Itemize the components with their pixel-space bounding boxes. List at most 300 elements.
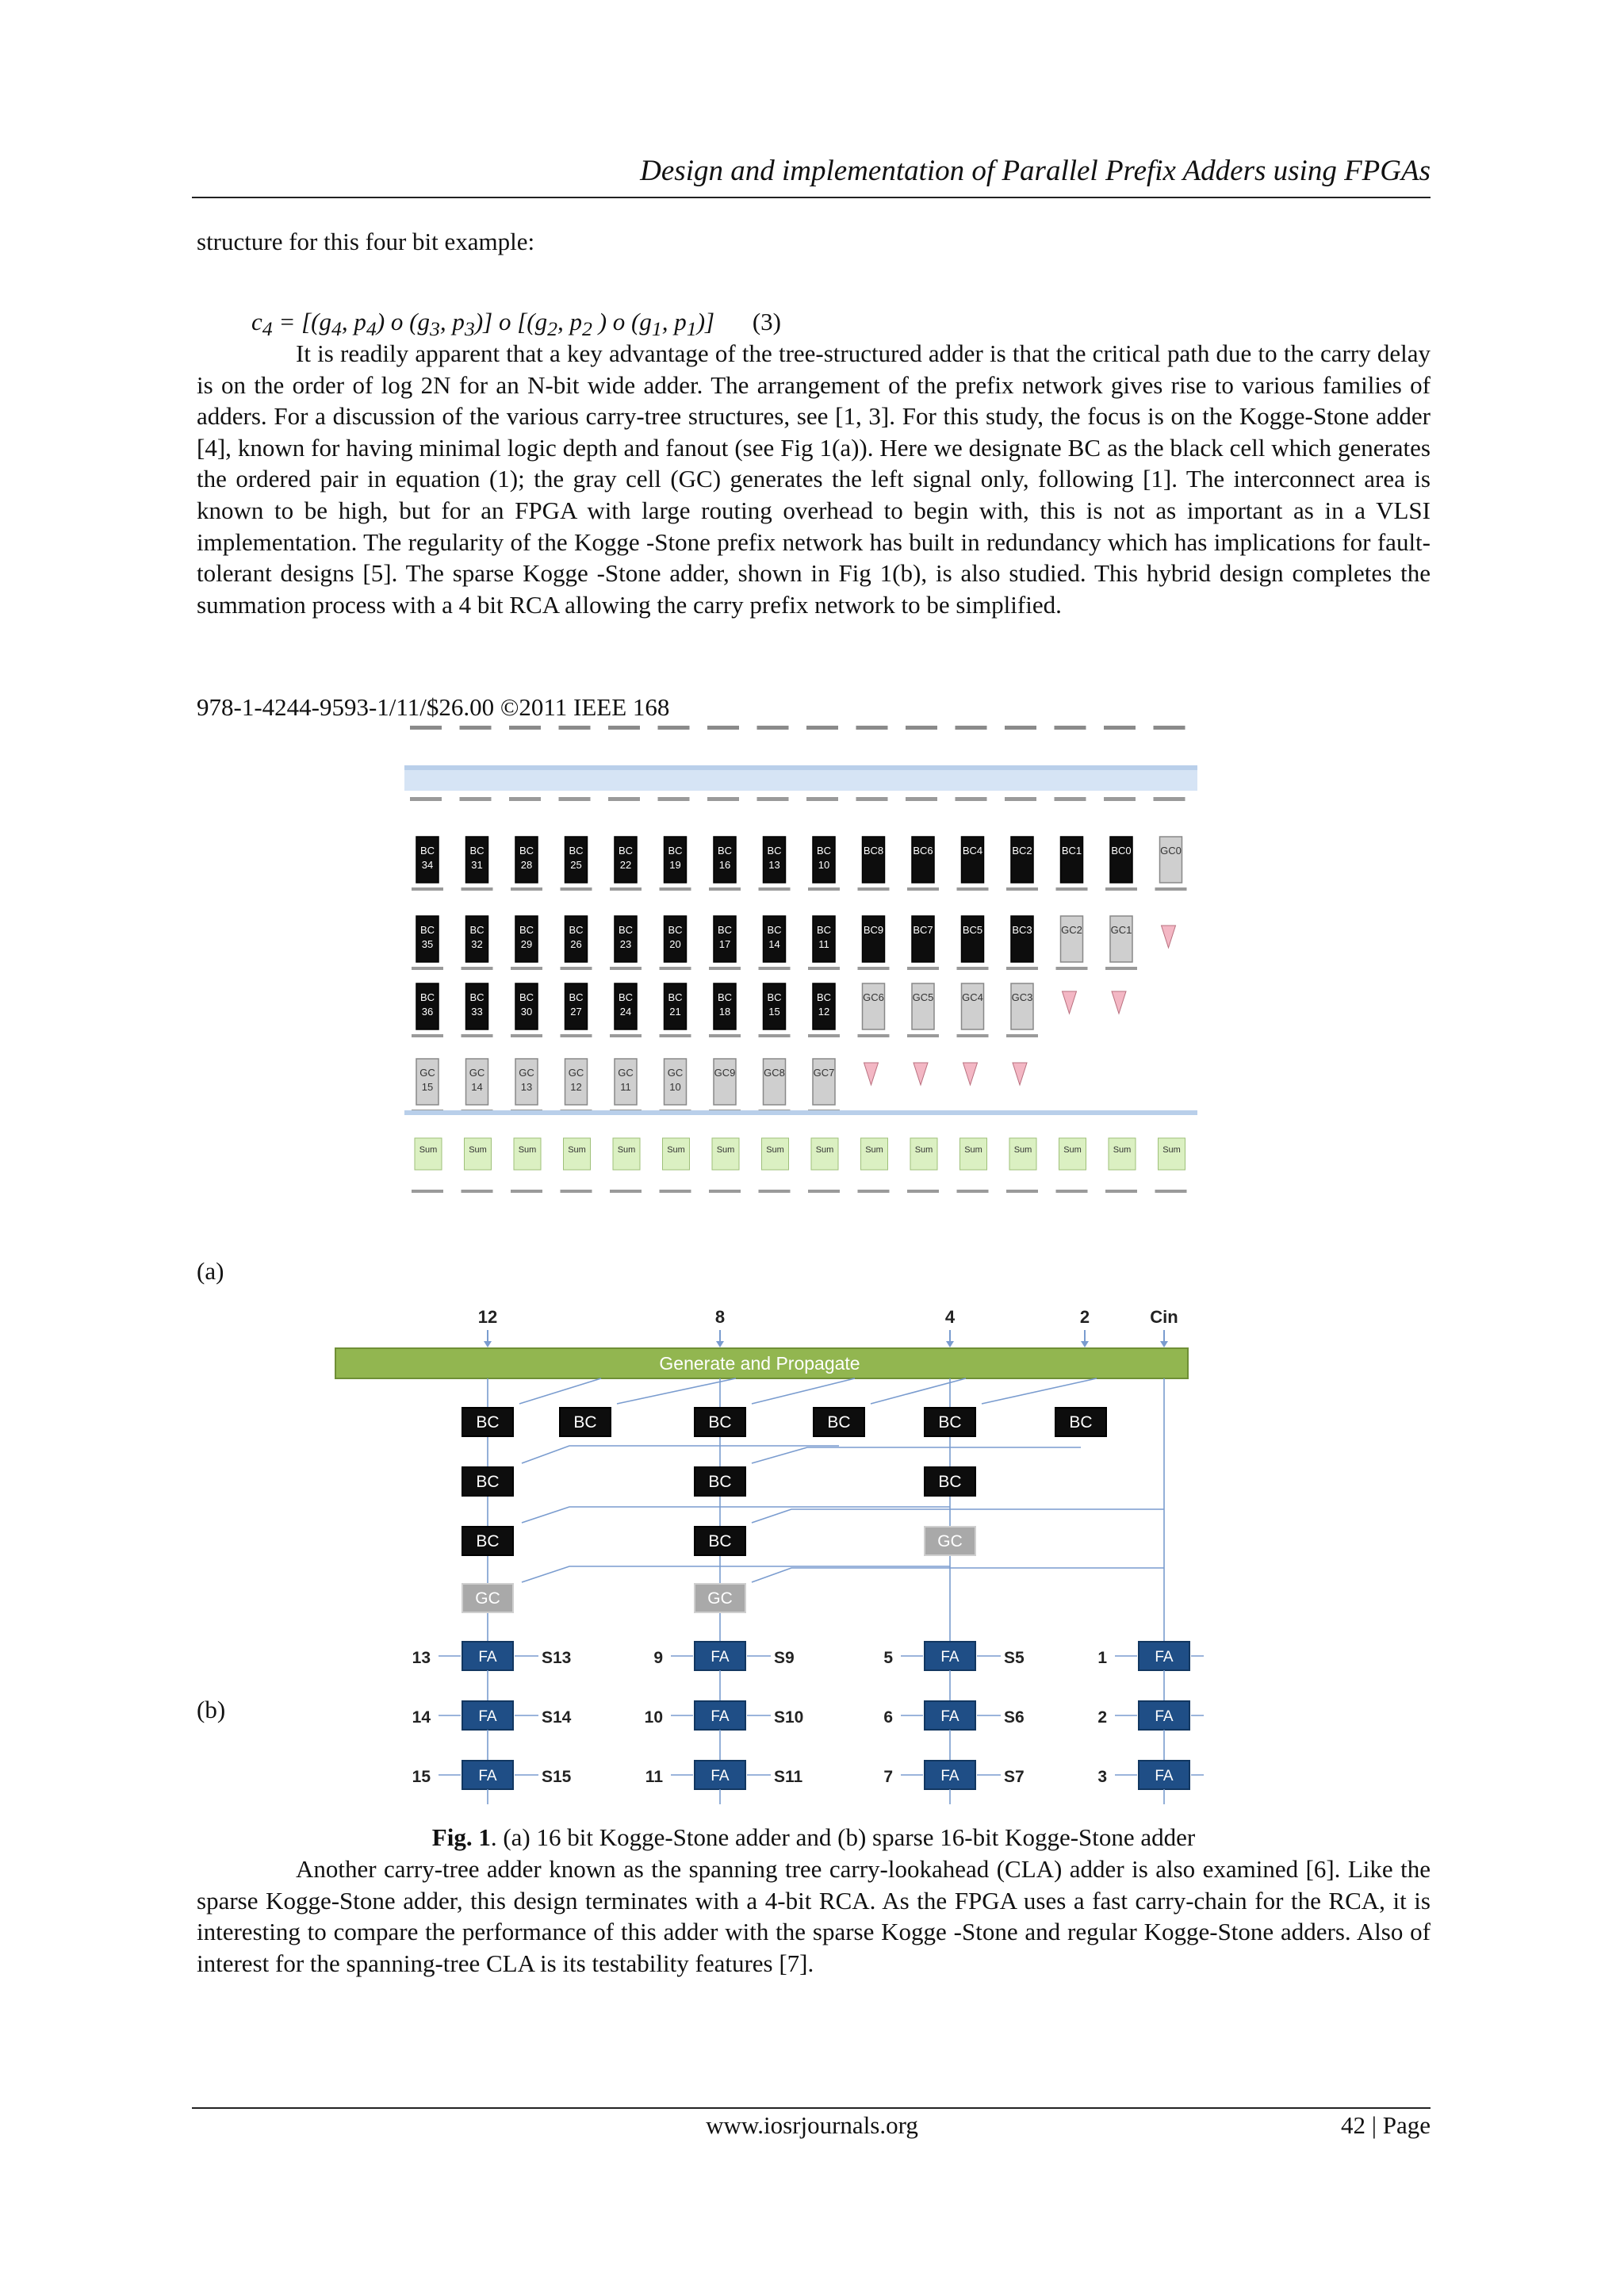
gray-cell <box>714 1059 736 1105</box>
scan-noise <box>412 1034 443 1037</box>
black-cell <box>863 916 885 962</box>
full-adder-label: FA <box>1155 1768 1174 1784</box>
cell-label: BC <box>668 924 683 936</box>
cell-label: BC <box>717 924 733 936</box>
buffer-triangle <box>1063 991 1077 1014</box>
gray-cell-label: GC <box>475 1589 500 1608</box>
black-cell-label: BC <box>708 1473 732 1491</box>
scan-noise <box>856 797 888 801</box>
cell-label: 31 <box>471 859 483 871</box>
cell-label: BC <box>569 991 584 1003</box>
input-bar-edge <box>404 765 1197 770</box>
eq-seg: )] <box>696 308 715 335</box>
fa-input-label: 13 <box>412 1649 431 1667</box>
fa-input-label: 11 <box>645 1768 663 1786</box>
scan-noise <box>610 1034 642 1037</box>
scan-noise <box>709 887 741 891</box>
scan-noise <box>660 1034 691 1037</box>
scan-noise <box>759 967 791 970</box>
cell-label: BC <box>816 924 832 936</box>
scan-noise <box>462 887 493 891</box>
input-arrowhead <box>1160 1341 1168 1347</box>
sum-cell-label: Sum <box>518 1145 537 1155</box>
scan-noise <box>858 887 890 891</box>
wire <box>752 1378 855 1404</box>
scan-noise <box>957 967 989 970</box>
scan-noise <box>808 1190 840 1193</box>
scan-noise <box>956 797 987 801</box>
cell-label: 12 <box>818 1006 830 1018</box>
scan-noise <box>561 887 592 891</box>
scan-noise <box>957 1190 989 1193</box>
scan-noise <box>858 967 890 970</box>
black-cell-label: BC <box>476 1532 500 1550</box>
cell-label: 10 <box>818 859 830 871</box>
input-label: 4 <box>944 1307 956 1327</box>
cell-label: BC <box>419 991 435 1003</box>
black-cell-label: BC <box>938 1473 962 1491</box>
cell-label: BC <box>419 845 435 857</box>
cell-label: BC0 <box>1111 845 1132 857</box>
cell-label: 21 <box>669 1006 681 1018</box>
cell-label: 25 <box>570 859 582 871</box>
scan-noise <box>759 1190 791 1193</box>
scan-noise <box>1155 1190 1187 1193</box>
cell-label: BC <box>816 845 832 857</box>
cell-label: BC <box>519 991 534 1003</box>
wire <box>752 1447 1081 1463</box>
cell-label: BC3 <box>1012 924 1032 936</box>
figure-caption <box>197 1822 1431 1853</box>
cell-label: BC <box>668 845 683 857</box>
black-cell-label: BC <box>573 1413 597 1432</box>
scan-noise <box>610 1190 642 1193</box>
scan-noise <box>559 797 591 801</box>
cell-label: 27 <box>570 1006 582 1018</box>
cell-label: BC8 <box>863 845 884 857</box>
scan-noise <box>808 887 840 891</box>
scan-noise <box>707 797 739 801</box>
figure-1a-label: (a) <box>197 1257 224 1285</box>
input-arrowhead <box>716 1341 724 1347</box>
scan-noise <box>1105 967 1137 970</box>
scan-noise <box>1105 887 1137 891</box>
intro-line: structure for this four bit example: <box>197 228 535 255</box>
fa-input-label: 5 <box>883 1649 893 1667</box>
gray-cell <box>1110 916 1132 962</box>
fa-sum-label: S5 <box>1004 1649 1025 1667</box>
cell-label: 11 <box>620 1081 631 1093</box>
wire <box>522 1566 950 1582</box>
cell-label: BC <box>668 991 683 1003</box>
scan-noise <box>858 1190 890 1193</box>
scan-noise <box>806 726 838 730</box>
scan-noise <box>709 1190 741 1193</box>
running-header: Design and implementation of Parallel Prefix Adders using FPGAs <box>640 155 1431 187</box>
cell-label: 17 <box>718 938 731 950</box>
sum-cell-label: Sum <box>766 1145 784 1155</box>
cell-label: 18 <box>718 1006 731 1018</box>
cell-label: BC <box>469 991 485 1003</box>
cell-label: GC9 <box>714 1067 736 1079</box>
cell-label: 11 <box>818 938 829 950</box>
wire <box>982 1378 1097 1404</box>
black-cell <box>912 916 934 962</box>
scan-noise <box>1006 967 1038 970</box>
buffer-triangle <box>963 1063 978 1085</box>
scan-noise <box>1105 1190 1137 1193</box>
scan-noise <box>412 967 443 970</box>
fa-sum-label: S11 <box>774 1768 803 1786</box>
fa-input-label: 15 <box>412 1768 431 1786</box>
cell-label: 19 <box>669 859 681 871</box>
scan-noise <box>757 726 789 730</box>
scan-noise <box>1055 797 1086 801</box>
cell-label: BC6 <box>913 845 933 857</box>
scan-noise <box>460 726 492 730</box>
black-cell-label: BC <box>827 1413 851 1432</box>
scan-noise <box>1055 726 1086 730</box>
black-cell-label: BC <box>476 1473 500 1491</box>
cell-label: BC <box>569 924 584 936</box>
scan-noise <box>1104 726 1136 730</box>
cell-label: 30 <box>520 1006 533 1018</box>
scan-noise <box>412 1190 443 1193</box>
buffer-triangle <box>914 1063 928 1085</box>
scan-noise <box>658 726 690 730</box>
scan-noise <box>1006 887 1038 891</box>
paragraph-2: Another carry-tree adder known as the spanning tree carry-lookahead (CLA) adder is also examined [6]. Like the sparse Kogge-Stone adder, this design terminates with a 4-bit RCA. As the FPGA uses a fast carry-chain for the RCA, it is interesting to compare the performance of this adder with the sparse Kogge -Stone and regular Kogge-Stone adders. Also of interest for the spanning-tree CLA is its testability features [7]. <box>197 1855 1431 1977</box>
scan-noise <box>561 967 592 970</box>
scan-noise <box>1006 1190 1038 1193</box>
full-adder-label: FA <box>478 1768 497 1784</box>
cell-label: GC0 <box>1160 845 1182 857</box>
buffer-triangle <box>1013 1063 1027 1085</box>
cell-label: 23 <box>619 938 632 950</box>
cell-label: 15 <box>421 1081 434 1093</box>
scan-noise <box>956 726 987 730</box>
caption-text: . (a) 16 bit Kogge-Stone adder and (b) sparse 16-bit Kogge-Stone adder <box>490 1823 1196 1851</box>
gray-cell <box>1061 916 1083 962</box>
cell-label: BC <box>618 845 634 857</box>
sum-cell-label: Sum <box>419 1145 438 1155</box>
cell-label: 28 <box>520 859 533 871</box>
cell-label: BC <box>717 991 733 1003</box>
cell-label: BC <box>469 924 485 936</box>
eq-sub: 4 <box>366 317 377 341</box>
fa-input-label: 10 <box>644 1708 663 1727</box>
fa-input-label: 1 <box>1097 1649 1107 1667</box>
gray-cell <box>912 983 934 1029</box>
eq-sub: 1 <box>686 317 697 341</box>
black-cell-label: BC <box>476 1413 500 1432</box>
scan-noise <box>907 1034 939 1037</box>
gray-cell <box>962 983 984 1029</box>
eq-seg: , p <box>557 308 583 335</box>
cell-label: 22 <box>619 859 632 871</box>
cell-label: BC <box>519 924 534 936</box>
scan-noise <box>906 797 937 801</box>
black-cell <box>962 837 984 883</box>
cell-label: BC5 <box>962 924 983 936</box>
black-cell <box>1110 837 1132 883</box>
cell-label: GC7 <box>813 1067 835 1079</box>
scan-noise <box>608 797 640 801</box>
sum-cell-label: Sum <box>1013 1145 1032 1155</box>
scan-noise <box>907 887 939 891</box>
scan-noise <box>410 726 442 730</box>
input-label: 2 <box>1079 1307 1090 1327</box>
cell-label: 35 <box>421 938 434 950</box>
black-cell-label: BC <box>938 1413 962 1432</box>
sum-cell-label: Sum <box>1162 1145 1181 1155</box>
fa-input-label: 7 <box>883 1768 893 1786</box>
footer-rule <box>192 2107 1431 2109</box>
cell-label: GC2 <box>1061 924 1082 936</box>
eq-sub: 4 <box>262 317 273 341</box>
cell-label: GC8 <box>764 1067 785 1079</box>
sum-cell-label: Sum <box>716 1145 735 1155</box>
scan-noise <box>608 726 640 730</box>
cell-label: GC3 <box>1011 991 1033 1003</box>
eq-seg: = [(g <box>272 308 331 335</box>
sum-cell-label: Sum <box>964 1145 982 1155</box>
black-cell <box>962 916 984 962</box>
wire <box>522 1446 839 1463</box>
scan-noise <box>410 797 442 801</box>
paragraph-1: It is readily apparent that a key advantage of the tree-structured adder is that the critical path due to the carry delay is on the order of log 2N for an N-bit wide adder. The arrangement of the prefix network gives rise to various families of adders. For a discussion of the various carry-tree structures, see [1, 3]. For this study, the focus is on the Kogge-Stone adder [4], known for having minimal logic depth and fanout (see Fig 1(a)). Here we designate BC as the black cell which generates the ordered pair in equation (1); the gray cell (GC) generates the left signal only, following [1]. The interconnect area is known to be high, but for an FPGA with large routing overhead to begin with, this is not as important as in a VLSI implementation. The regularity of the Kogge -Stone prefix network has built in redundancy which has implications for fault-tolerant designs [5]. The sparse Kogge -Stone adder, shown in Fig 1(b), is also studied. This hybrid design completes the summation process with a 4 bit RCA allowing the carry prefix network to be simplified. <box>197 339 1431 619</box>
scan-noise <box>511 1190 542 1193</box>
scan-noise <box>806 797 838 801</box>
cell-label: 20 <box>669 938 681 950</box>
input-arrowhead <box>1081 1341 1089 1347</box>
sum-cell-label: Sum <box>1113 1145 1132 1155</box>
scan-noise <box>707 726 739 730</box>
sum-cell-label: Sum <box>914 1145 933 1155</box>
full-adder-label: FA <box>940 1708 959 1725</box>
scan-noise <box>808 1034 840 1037</box>
scan-noise <box>1056 887 1088 891</box>
cell-label: BC <box>767 924 782 936</box>
scan-noise <box>509 797 541 801</box>
wire <box>752 1509 1164 1523</box>
scan-noise <box>757 797 789 801</box>
fa-input-label: 9 <box>653 1649 663 1667</box>
wire <box>871 1378 966 1404</box>
caption-label: Fig. 1 <box>431 1823 491 1851</box>
cell-label: 15 <box>768 1006 780 1018</box>
cell-label: 29 <box>520 938 533 950</box>
full-adder-label: FA <box>710 1708 730 1725</box>
cell-label: 13 <box>768 859 780 871</box>
cell-label: 13 <box>520 1081 533 1093</box>
cell-label: GC1 <box>1110 924 1132 936</box>
input-arrowhead <box>946 1341 954 1347</box>
input-label: 8 <box>714 1307 726 1327</box>
full-adder-label: FA <box>710 1768 730 1784</box>
black-cell <box>912 837 934 883</box>
buffer-triangle <box>1162 926 1176 948</box>
gray-cell <box>1011 983 1033 1029</box>
cell-label: GC4 <box>962 991 983 1003</box>
scan-noise <box>1104 797 1136 801</box>
scan-noise <box>561 1190 592 1193</box>
cell-label: 14 <box>471 1081 483 1093</box>
cell-label: 24 <box>619 1006 632 1018</box>
copyright-line: 978-1-4244-9593-1/11/$26.00 ©2011 IEEE 168 <box>197 693 670 721</box>
fa-sum-label: S6 <box>1004 1708 1025 1727</box>
black-cell <box>863 837 885 883</box>
scan-noise <box>1006 1034 1038 1037</box>
full-adder-label: FA <box>940 1649 959 1665</box>
gray-cell <box>764 1059 786 1105</box>
full-adder-label: FA <box>940 1768 959 1784</box>
eq-sub: 2 <box>582 317 592 341</box>
cell-label: BC1 <box>1061 845 1082 857</box>
scan-noise <box>907 1190 939 1193</box>
scan-noise <box>808 967 840 970</box>
scan-noise <box>509 726 541 730</box>
full-adder-label: FA <box>1155 1708 1174 1725</box>
full-adder-label: FA <box>478 1649 497 1665</box>
full-adder-label: FA <box>710 1649 730 1665</box>
cell-label: 16 <box>718 859 731 871</box>
cell-label: 32 <box>471 938 483 950</box>
scan-noise <box>462 1190 493 1193</box>
scan-noise <box>561 1034 592 1037</box>
eq-seg: ) o (g <box>592 308 652 335</box>
scan-noise <box>511 887 542 891</box>
figure-1a-kogge-stone <box>404 718 1201 1205</box>
cell-label: 14 <box>768 938 780 950</box>
wire <box>617 1378 736 1404</box>
cell-label: GC <box>618 1067 634 1079</box>
scan-noise <box>858 1034 890 1037</box>
fa-input-label: 6 <box>883 1708 893 1727</box>
scan-noise <box>907 967 939 970</box>
input-label: 12 <box>477 1307 498 1327</box>
scan-noise <box>759 1034 791 1037</box>
cell-label: BC <box>469 845 485 857</box>
scan-noise <box>1005 797 1036 801</box>
sum-cell-label: Sum <box>667 1145 685 1155</box>
eq-sub: 4 <box>331 317 342 341</box>
full-adder-label: FA <box>478 1708 497 1725</box>
cell-label: BC <box>569 845 584 857</box>
wire <box>752 1568 1164 1582</box>
fa-sum-label: S9 <box>774 1649 795 1667</box>
sum-cell-label: Sum <box>568 1145 586 1155</box>
scan-noise <box>957 1034 989 1037</box>
scan-noise <box>709 967 741 970</box>
black-cell-label: BC <box>708 1532 732 1550</box>
black-cell <box>1011 916 1033 962</box>
input-label: Cin <box>1150 1307 1178 1327</box>
scan-noise <box>906 726 937 730</box>
scan-noise <box>1005 726 1036 730</box>
scan-noise <box>709 1034 741 1037</box>
sum-cell-label: Sum <box>617 1145 636 1155</box>
scan-noise <box>412 887 443 891</box>
cell-label: BC7 <box>913 924 933 936</box>
sum-cell-label: Sum <box>815 1145 834 1155</box>
scan-noise <box>1056 967 1088 970</box>
figure-1b-sparse-kogge-stone <box>331 1305 1204 1804</box>
eq-seg: ) o (g <box>376 308 430 335</box>
eq-seg: , p <box>341 308 366 335</box>
cell-label: GC <box>667 1067 684 1079</box>
fa-sum-label: S10 <box>774 1708 804 1727</box>
eq-seg: , p <box>661 308 687 335</box>
eq-sub: 3 <box>430 317 440 341</box>
gray-cell <box>1160 837 1182 883</box>
scan-noise <box>462 1034 493 1037</box>
cell-label: 34 <box>421 859 434 871</box>
scan-noise <box>1155 887 1187 891</box>
cell-label: 33 <box>471 1006 483 1018</box>
equation-number: (3) <box>752 308 782 335</box>
cell-label: 26 <box>570 938 582 950</box>
black-cell-label: BC <box>1069 1413 1093 1432</box>
fa-input-label: 2 <box>1097 1708 1107 1727</box>
cell-label: 12 <box>570 1081 582 1093</box>
sum-cell-label: Sum <box>469 1145 487 1155</box>
sum-cell-label: Sum <box>865 1145 883 1155</box>
cell-label: GC <box>568 1067 584 1079</box>
cell-label: 36 <box>421 1006 434 1018</box>
buffer-triangle <box>1112 991 1126 1014</box>
scan-noise <box>856 726 888 730</box>
eq-sub: 2 <box>547 317 558 341</box>
cell-label: BC <box>816 991 832 1003</box>
black-cell <box>1061 837 1083 883</box>
eq-seg: , p <box>439 308 465 335</box>
header-rule <box>192 197 1431 198</box>
scan-noise <box>660 887 691 891</box>
wire <box>519 1378 601 1404</box>
cell-label: BC <box>618 924 634 936</box>
fa-input-label: 3 <box>1097 1768 1107 1786</box>
cell-label: BC4 <box>962 845 983 857</box>
cell-label: BC <box>717 845 733 857</box>
cell-label: BC <box>419 924 435 936</box>
cell-label: GC <box>419 1067 435 1079</box>
scan-noise <box>511 1034 542 1037</box>
scan-noise <box>660 1190 691 1193</box>
scan-noise <box>511 967 542 970</box>
cell-label: GC5 <box>912 991 934 1003</box>
eq-seg: )] o [(g <box>474 308 548 335</box>
gray-cell-label: GC <box>937 1532 963 1550</box>
scan-noise <box>610 967 642 970</box>
eq-sub: 3 <box>464 317 475 341</box>
full-adder-label: FA <box>1155 1649 1174 1665</box>
cell-label: BC <box>767 845 782 857</box>
cell-label: BC <box>767 991 782 1003</box>
black-cell-label: BC <box>708 1413 732 1432</box>
scan-noise <box>759 887 791 891</box>
cell-label: BC <box>618 991 634 1003</box>
sum-bar <box>404 1110 1197 1115</box>
fa-sum-label: S7 <box>1004 1768 1025 1786</box>
scan-noise <box>610 887 642 891</box>
cell-label: BC2 <box>1012 845 1032 857</box>
scan-noise <box>658 797 690 801</box>
scan-noise <box>559 726 591 730</box>
footer-url: www.iosrjournals.org <box>706 2111 918 2139</box>
input-arrowhead <box>484 1341 492 1347</box>
cell-label: BC <box>519 845 534 857</box>
